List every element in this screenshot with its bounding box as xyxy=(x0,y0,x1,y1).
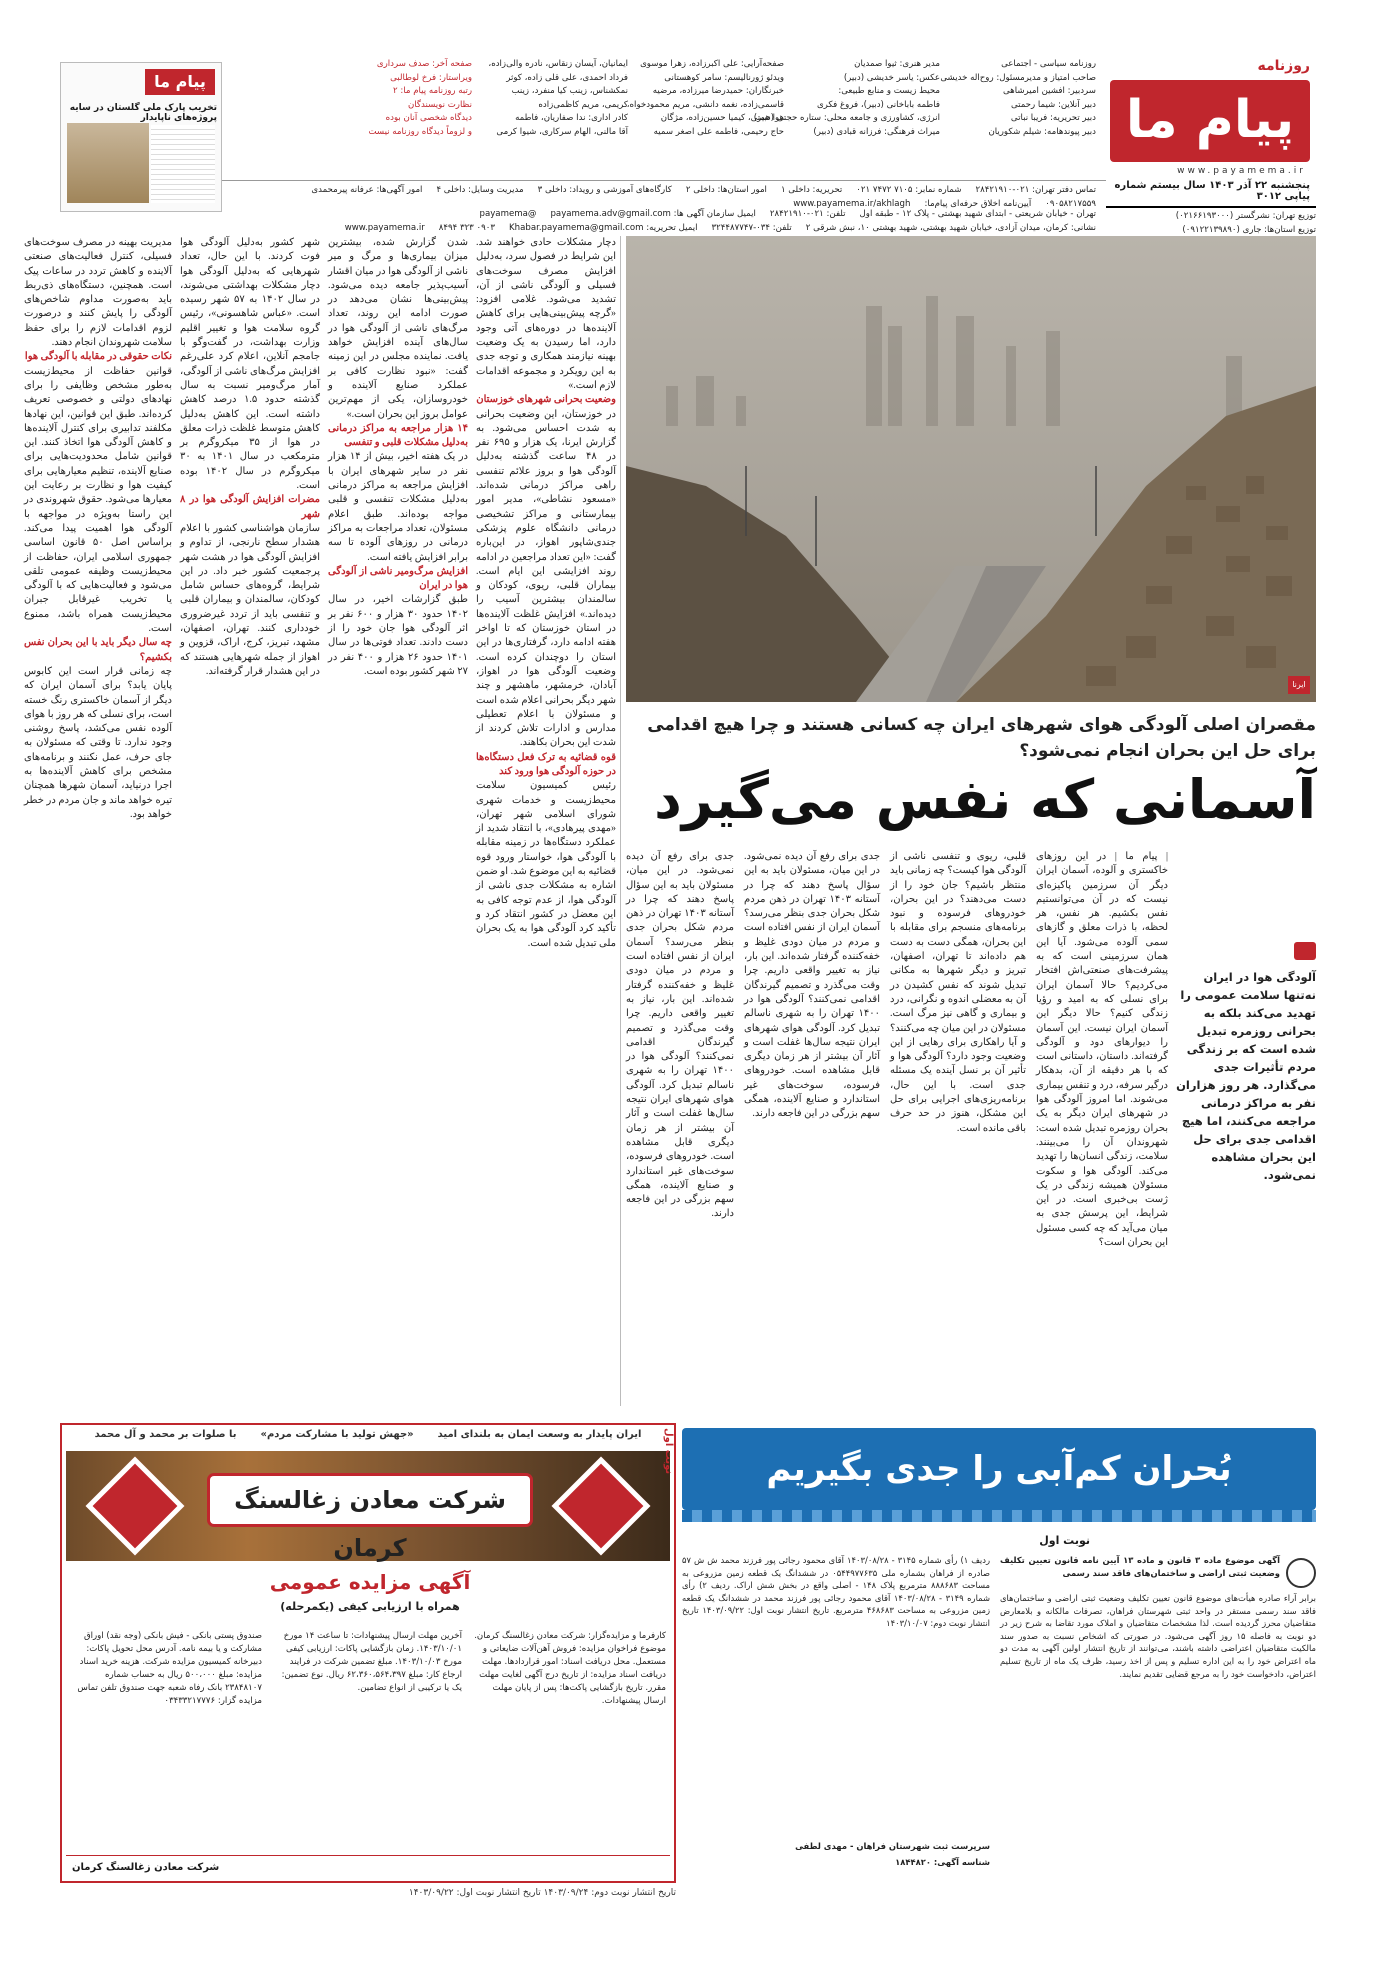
masthead-line-0: ایمانیان، آیسان زنقاس، نادره والی‌زاده، xyxy=(488,59,628,69)
masthead-col-5 xyxy=(354,58,472,139)
masthead-line-4: انرژی، کشاورزی و جامعه محلی: ستاره حجتی (دبیر) xyxy=(753,113,940,123)
body-column-1 xyxy=(476,236,616,1400)
notice-heading: آگهی موضوع ماده ۳ قانون و ماده ۱۳ آیین نامه قانون تعیین تکلیف وضعیت ثبتی اراضی و ساختمان‌های فاقد سند رسمی xyxy=(1000,1555,1280,1578)
article-summary xyxy=(1176,968,1316,1182)
contact-item-5: مدیریت وسایل: داخلی ۴ xyxy=(436,185,524,195)
masthead-line-0: روزنامه سیاسی - اجتماعی xyxy=(1001,59,1096,69)
masthead-line-1: ویدئو ژورنالیسم: سامر کوهستانی xyxy=(664,72,784,83)
lead-text-2: قلبی، ریوی و تنفسی ناشی از آلودگی هوا کیست؟ چه زمانی باید منتظر باشیم؟ جان خود را از دست می‌دهند؟ در این بحران، خودروهای فرسوده و نبود برنامه‌های منسجم برای مقابله با این بحران، همگی دست به دست هم داده‌اند تا تهران، اصفهان، تبریز و دیگر شهرها به مکانی تبدیل شوند که نفس کشیدن در آن به معضلی اندوه و نگرانی، درد و بیماری و گاهی نیز مرگ است. مسئولان در این میان چه می‌کنند؟ و آیا راهکاری برای رهایی از این وضعیت وجود دارد؟ آلودگی هوا و تأثیر آن بر نسل آینده یک مسئله جدی است. با این حال، برنامه‌ریزی‌های اجرایی برای حل این مشکل، هنوز در حد حرف باقی مانده است. xyxy=(890,851,1026,1134)
website-url[interactable]: www.payamema.ir xyxy=(1177,166,1306,176)
masthead-line-4: کادر اداری: ندا صفاریان، فاطمه xyxy=(515,113,628,123)
col3-subhead-1: مضرات افزایش آلودگی هوا در ۸ شهر xyxy=(180,494,320,520)
contact-item-9[interactable]: www.payamema.ir/akhlagh xyxy=(793,198,911,209)
col3-para-1: شهر کشور به‌دلیل آلودگی هوا فوت کردند. با این حال، تعداد شهرهایی که به‌دلیل آلودگی هوا دچار مشکلات بهداشتی می‌شوند، در سال ۱۴۰۲ به ۵۷ شهر رسیده است. «عباس شاهسونی»، رئیس گروه سلامت هوا و تغییر اقلیم وزارت بهداشت، در گفت‌وگو با جامجم آنلاین، اعلام کرد علی‌رغم افزایش مرگ‌های ناشی از آلودگی، آمار مرگ‌ومیر نسبت به سال گذشته حدود ۱.۵ درصد کاهش داشته است. این کاهش به‌دلیل کاهش متوسط غلظت ذرات معلق در هوا از ۳۵ میکروگرم بر مترمکعب در سال ۱۴۰۱ به ۳۰ میکروگرم در سال ۱۴۰۲ بوده است. xyxy=(180,237,321,492)
contact-item-6: امور آگهی‌ها: عرفانه پیرمحمدی xyxy=(311,185,423,195)
article-headline[interactable]: آسمانی که نفس می‌گیرد xyxy=(654,768,1316,831)
banner-wave-strip xyxy=(682,1510,1316,1522)
masthead-col-4 xyxy=(478,58,628,139)
notice-code: شناسه آگهی: ۱۸۴۴۸۲۰ xyxy=(895,1857,990,1867)
contact-item-2[interactable]: ایمیل تحریریه: Khabar.payamema@gmail.com xyxy=(509,223,698,233)
body-column-2 xyxy=(328,236,468,1400)
masthead-line-4: دبیر تحریریه: فریبا نباتی xyxy=(1010,113,1096,123)
mini-logo: پیام ما xyxy=(145,69,215,95)
ad-subtitle: همراه با ارزیابی کیفی (یکمرحله) xyxy=(280,1600,460,1613)
col2-subhead-1: ۱۴ هزار مراجعه به مراکز درمانی به‌دلیل مشکلات قلبی و تنفسی xyxy=(328,422,468,449)
masthead-line-3: فاطمه باباخانی (دبیر)، فروغ فکری xyxy=(816,99,940,110)
ad-details-middle: آخرین مهلت ارسال پیشنهادات: تا ساعت ۱۴ مورخ ۱۴۰۳/۱۰/۰۱. زمان بازگشایی پاکات: ارزیابی کیفی مورخ ۱۴۰۳/۱۰/۰۳. مبلغ تضمین شرکت در فرایند ارجاع کار: مبلغ ۶۲،۳۶۰،۵۶۴،۳۹۷ ریال. نوع تضمین: یک یا ترکیبی از انواع تضامین. xyxy=(281,1631,462,1693)
ad-footer-company: شرکت معادن زغالسنگ کرمان xyxy=(66,1855,670,1879)
body-column-4 xyxy=(24,236,172,1400)
masthead-line-2: خبرنگاران: حمیدرضا میرزاده، مرضیه xyxy=(652,86,784,96)
ad-details-left: صندوق پستی بانکی - فیش بانکی (وجه نقد) اوراق مشارکت و یا بیمه نامه. آدرس محل تحویل پاکات: دبیرخانه کمیسیون مزایده شرکت. هزینه خرید اسناد مزایده: مبلغ ۵۰۰،۰۰۰ ریال به حساب شماره ۲۳۸۴۸۱۰۷ بانک رفاه شعبه جهت صندوق تلفن تماس مزایده گزار: ۰۳۴۳۳۲۱۷۷۷۶ xyxy=(77,1631,262,1706)
contact-item-0: نشانی: کرمان، میدان آزادی، خیابان شهید بهشتی، شهید بهشتی ۱۰، نبش شرقی ۲ xyxy=(805,223,1096,233)
contact-item-2[interactable]: ایمیل سازمان آگهی ها: payamema.adv@gmail.com xyxy=(550,209,756,219)
contact-item-0: تماس دفتر تهران: ۰۲۱-۲۸۴۲۱۹۱۰ xyxy=(975,185,1096,195)
masthead-line-1: فرداد احمدی، علی قلی زاده، کوثر xyxy=(506,72,628,83)
contact-row-1 xyxy=(276,184,1096,211)
contact-item-1: تلفن: ۰۲۱-۲۸۴۲۱۹۱۰ xyxy=(769,209,846,219)
contact-item-1: شماره نمابر: ۷۱۰۵ ۷۴۷۲ ۰۲۱ xyxy=(856,185,962,195)
col1-subhead-1: وضعیت بحرانی شهرهای خوزستان xyxy=(476,394,616,406)
contact-row-2 xyxy=(276,208,1096,222)
contact-item-3[interactable]: @payamema xyxy=(479,209,537,219)
masthead xyxy=(60,50,1316,235)
lead-text-4: جدی برای رفع آن دیده نمی‌شود. در این میان، مسئولان باید به این سؤال پاسخ دهند که چرا در آستانه ۱۴۰۳ تهران در ذهن مردم شکل بحران جدی بنظر می‌رسد؟ آسمان ایران از نفس افتاده است و مردم در میان دودی غلیظ و خفه‌کننده گرفتار شده‌اند. این بار، نیاز به تغییر واقعی داریم. چرا وقت می‌گذرد و تصمیم گیرندگان اقدامی نمی‌کنند؟ آلودگی هوا در ۱۴۰۰ تهران را به شهری ناسالم تبدیل کرد. آلودگی هوای شهرهای ایران نتیجه سال‌ها غفلت است و آثار آن بیشتر از هر زمان دیگری قابل مشاهده است. خودروهای فرسوده، سوخت‌های غیر استاندارد و صنایع آلاینده، همگی سهم بزرگی در این فاجعه دارند. xyxy=(626,851,735,1220)
masthead-line-0: مدیر هنری: ثیوا صمدیان xyxy=(854,59,940,69)
ad-slogan-row xyxy=(60,1423,676,1447)
col2-para-2: در یک هفته اخیر، بیش از ۱۴ هزار نفر در سایر شهرهای ایران با افزایش مراجعه به مراکز درمانی به‌دلیل مشکلات تنفسی و قلبی مواجه بوده‌اند. طبق اعلام مسئولان، تعداد مراجعات به مراکز درمانی در روزهای آلوده تا سه برابر افزایش یافته است. xyxy=(328,451,469,563)
contact-item-4: کارگاه‌های آموزشی و رویداد: داخلی ۳ xyxy=(537,185,672,195)
masthead-line-3: دبیر آنلاین: شیما رحمتی xyxy=(1010,99,1096,110)
col2-subhead-2: افزایش مرگ‌ومیر ناشی از آلودگی هوا در ایران xyxy=(328,565,468,592)
masthead-line-2: محیط زیست و منابع طبیعی: xyxy=(838,86,940,96)
lead-column-3 xyxy=(744,850,880,1410)
registry-seal-icon xyxy=(1286,1558,1316,1588)
ad-title: آگهی مزایده عمومی xyxy=(269,1570,471,1594)
masthead-line-5: و لزوماً دیدگاه روزنامه نیست xyxy=(368,126,472,137)
col4-para-2: قوانین حفاظت از محیط‌زیست به‌طور مشخص وظایفی را برای نهادهای دولتی و خصوصی تعریف کرده‌اند. طبق این قوانین، این نهادها مکلفند تدابیری برای کنترل آلاینده‌ها و کاهش آلودگی هوا اتخاذ کنند. این قوانین شامل محدودیت‌هایی برای صنایع آلاینده، تنظیم معیارهایی برای کیفیت هوا و نظارت بر رعایت این معیارها می‌شود. حقوق شهروندی در این راستا به‌ویژه در مواجهه با آلودگی هوا اهمیت پیدا می‌کند. براساس اصل ۵۰ قانون اساسی جمهوری اسلامی ایران، حفاظت از محیط‌زیست وظیفه عمومی تلقی می‌شود و فعالیت‌هایی که با آلودگی یا تخریب غیرقابل جبران محیط‌زیست همراه باشد، ممنوع است. xyxy=(24,365,172,635)
mini-text-lines xyxy=(151,125,215,203)
ad-slogan-0: ایران پایدار به وسعت ایمان به بلندای امید xyxy=(437,1429,642,1440)
masthead-line-5: میراث فرهنگی: فرزانه قبادی (دبیر) xyxy=(813,126,940,137)
brand-block xyxy=(1106,58,1316,208)
ad-slogan-2: با صلوات بر محمد و آل محمد xyxy=(94,1429,237,1440)
notice-round-label: نوبت اول xyxy=(1039,1534,1090,1547)
masthead-col-1 xyxy=(940,58,1096,139)
brand-small-label: روزنامه xyxy=(1257,58,1310,74)
notice-text-left: ردیف ۱) رأی شماره ۳۱۴۵ - ۱۴۰۳/۰۸/۲۸ آقای محمود رجائی پور فرزند محمد ش ش ۵۷ صادره از فراهان بشماره ملی ۰۵۴۴۹۷۷۶۳۵ در ششدانگ یک قطعه زمین مزروعی به مساحت ۸۸۸۶۸۳ مترمربع پلاک ۱۴۸ - اصلی واقع در بخش شش اراک. ردیف ۲) رأی شماره ۳۱۴۹ - ۱۴۰۳/۰۸/۲۸ آقای محمود رجائی پور فرزند محمد در ششدانگ یک قطعه زمین مزروعی به مساحت ۴۶۸۶۸۳ مترمربع. تاریخ انتشار نوبت اول: ۱۴۰۳/۰۹/۲۲ تاریخ انتشار نوبت دوم: ۱۴۰۳/۱۰/۰۷ xyxy=(682,1555,991,1628)
masthead-line-3: نظارت نویسندگان xyxy=(407,99,472,110)
masthead-line-2: نمکشناس، زینب کیا منفرد، زینب xyxy=(511,86,628,96)
masthead-line-2: رتبه روزنامه پیام ما: ۲ xyxy=(392,86,472,96)
masthead-line-5: دبیر پیوندهامه: شیلم شکوریان xyxy=(988,126,1096,137)
lead-column-2 xyxy=(890,850,1026,1410)
ad-details-right: کارفرما و مزایده‌گزار: شرکت معادن زغالسنگ کرمان. موضوع فراخوان مزایده: فروش آهن‌آلات ضایعاتی و مستعمل. محل دریافت اسناد: امور قراردادها. مهلت دریافت اسناد مزایده: از تاریخ درج آگهی لغایت مهلت مقرر. تاریخ بازگشایی پاکت‌ها: پس از پایان مهلت ارسال پیشنهادات. xyxy=(474,1631,666,1706)
masthead-col-2 xyxy=(753,58,940,139)
masthead-line-2: سردبیر: افشین امیرشاهی xyxy=(1003,86,1096,96)
contact-item-2: تحریریه: داخلی ۱ xyxy=(780,185,843,195)
lead-text-1: | پیام ما | در این روزهای خاکستری و آلوده، آسمان ایران دیگر آن سرزمین پاکیزه‌ای نیست که در آن می‌توانستیم نفس بکشیم. هر نفس، هر لحظه، با ذرات معلق و گازهای سمی آلوده می‌شود. آیا این همان سرزمینی است که به پیشرفت‌های صنعتی‌اش افتخار می‌کردیم؟ حالا آسمان ایران برای نسلی که به امید و رؤیا زندگی کنیم؟ حالا دیگر این آسمان ایران نیست. این آسمان را دیوارهای دود و آلودگی گرفته‌اند. داستان، داستانی است که با هر دقیقه از آن، بدهکار درگیر سرفه، درد و تنفس بیماری می‌شوند. اما امروز آلودگی هوا در شهرهای ایران دیگر به یک بحران روزمره تبدیل شده است: شهروندان آن را می‌بینند. سلامت، زندگی انسان‌ها را تهدید می‌کند. آلودگی هوا و سکوت مسئولان همیشه زندگی در یک ژست بی‌خبری است. در این شرایط، این پرسش جدی به میان می‌آید که چه کسی مسئول این بحران است؟ xyxy=(1036,851,1168,1249)
ad-slogan-1: «جهش تولید با مشارکت مردم» xyxy=(260,1429,414,1440)
lead-column-1 xyxy=(1036,850,1168,1410)
ad-company-name: شرکت معادن زغالسنگ کرمان xyxy=(210,1476,530,1524)
body-column-3 xyxy=(180,236,320,1400)
masthead-line-5: آقا مالنی، الهام سرکاری، شیوا کرمی xyxy=(496,126,628,137)
col2-para-1: شدن گزارش شده، بیشترین میزان بیماری‌ها و مرگ و میر ناشی از آلودگی هوا در میان اقشار آسیب‌پذیر جامعه دیده می‌شود. پیش‌بینی‌ها نشان می‌دهد در صورت ادامه این روند، تعداد مرگ‌های ناشی از آلودگی هوا در سال‌های آینده افزایش خواهد یافت. نماینده مجلس در این زمینه گفت: «نبود نظارت کافی بر عملکرد صنایع آلاینده و خودروسازان، یکی از مهم‌ترین عوامل بروز این بحران است.» xyxy=(328,237,468,420)
col1-subhead-2: قوه قضائیه به ترک فعل دستگاه‌ها در حوزه آلودگی هوا ورود کند xyxy=(476,751,616,777)
photo-credit: ایرنا xyxy=(1288,676,1310,694)
contact-item-0: تهران - خیابان شریعتی - ابتدای شهید بهشتی - پلاک ۱۲ - طبقه اول xyxy=(859,209,1096,219)
contact-item-3: امور استان‌ها: داخلی ۲ xyxy=(685,185,767,195)
contact-row-3 xyxy=(276,222,1096,236)
main-photo-smog-highway xyxy=(626,236,1316,702)
col4-para-3: چه زمانی قرار است این کابوس پایان یابد؟ برای آسمان ایران که دیگر از آسمان خاکستری رنگ خسته است، برای نسلی که هر روز با هوای آلوده نفس می‌کشد، پاسخ روشنی وجود ندارد. تا وقتی که مسئولان به جای حرف، عمل نکنند و برنامه‌های مشخص برای کاهش آلاینده‌ها به اجرا درنیاید، آسمان شهرها همچنان تیره خواهد ماند و جان مردم در خطر خواهد بود. xyxy=(24,665,172,820)
lead-text-3: جدی برای رفع آن دیده نمی‌شود. در این میان، مسئولان باید به این سؤال پاسخ دهند که چرا در آستانه ۱۴۰۳ تهران در ذهن مردم شکل بحران جدی بنظر می‌رسد؟ آسمان ایران از نفس افتاده است و مردم در میان دودی غلیظ و خفه‌کننده گرفتار شده‌اند. این بار، نیاز به تغییر واقعی داریم. چرا وقت می‌گذرد و تصمیم گیرندگان اقدامی نمی‌کنند؟ آلودگی هوا در ۱۴۰۰ تهران را به شهری ناسالم تبدیل کرد. آلودگی هوای شهرهای ایران نتیجه سال‌ها غفلت است و آثار آن بیشتر از هر زمان دیگری قابل مشاهده است. خودروهای فرسوده، سوخت‌های غیر استاندارد و صنایع آلاینده، همگی سهم بزرگی در این فاجعه دارند. xyxy=(744,851,880,1120)
col2-para-3: طبق گزارشات اخیر، در سال ۱۴۰۲ حدود ۳۰ هزار و ۶۰۰ نفر بر اثر آلودگی هوا جان خود را از دست دادند. تعداد فوتی‌ها در سال ۱۴۰۱ حدود ۲۶ هزار و ۴۰۰ نفر در ۲۷ شهر کشور بوده است. xyxy=(328,594,468,677)
masthead-line-0: صفحه آخر: صدف سرداری xyxy=(376,59,472,69)
notice-signature: سرپرست ثبت شهرستان فراهان - مهدی لطفی xyxy=(795,1841,990,1851)
newspaper-logo[interactable]: پیام ما xyxy=(1110,80,1310,162)
contact-item-7: ۰۹۰۵۸۲۱۷۵۵۹ xyxy=(1045,198,1096,209)
masthead-line-4: هوا همتی، کیمیا حسین‌زاده، مژگان xyxy=(660,113,784,123)
masthead-col-3 xyxy=(626,58,784,139)
col4-subhead-1: نکات حقوقی در مقابله با آلودگی هوا xyxy=(24,351,172,363)
lead-column-4 xyxy=(626,850,734,1410)
col1-para-2: در خوزستان، این وضعیت بحرانی به شدت احساس می‌شود. به گزارش ایرنا، یک هزار و ۶۹۵ نفر در ۴۸ ساعت گذشته به‌دلیل آلودگی هوا و بروز علائم تنفسی راهی مراکز درمانی شده‌اند. «مسعود نشاطی»، مدیر امور بیمارستانی و مراکز تشخیصی درمانی دانشگاه علوم پزشکی جندی‌شاپور اهواز، در این‌باره گفت: «این تعداد مراجعین در ادامه روند افزایشی این ایام است. بیماران قلبی، ریوی، کودکان و سالمندان بیشترین آسیب را دیده‌اند.» افزایش غلظت آلاینده‌ها در استان خوزستان که تا اواخر هفته ادامه دارد، گرفتاری‌ها در این استان را دوچندان کرده است. وضعیت آلودگی هوا در اهواز، آبادان، خرمشهر، ماهشهر و چند شهر دیگر بحرانی اعلام شده است و مسئولان با اعلام تعطیلی مدارس و ادارات تلاش کردند از شدت این بحران بکاهند. xyxy=(476,408,616,749)
contact-item-1: تلفن: ۰۳۴-۳۲۴۴۸۷۷۴۷ xyxy=(711,223,792,233)
column-divider xyxy=(620,236,621,1406)
masthead-line-4: دیدگاه شخصی آنان بوده xyxy=(385,113,472,123)
masthead-line-1: ویراستار: فرخ لوطالبی xyxy=(390,72,472,83)
mini-headline: تخریب پارک ملی گلستان در سایه پروژه‌های ناپایدار xyxy=(69,103,217,123)
ad-publish-dates: تاریخ انتشار نوبت دوم: ۱۴۰۳/۰۹/۲۴ تاریخ انتشار نوبت اول: ۱۴۰۳/۰۹/۲۲ xyxy=(408,1888,676,1898)
contact-item-3: ۰۹۰۳ ۳۲۳ ۸۴۹۴ xyxy=(438,223,496,233)
contact-item-8: آیین‌نامه اخلاق حرفه‌ای پیام‌ما: xyxy=(924,198,1032,209)
contact-item-4[interactable]: www.payamema.ir xyxy=(344,223,425,233)
masthead-line-3: کریمی، مریم کاظمی‌زاده xyxy=(538,99,628,110)
article-subtitle: مقصران اصلی آلودگی هوای شهرهای ایران چه کسانی هستند و چرا هیچ اقدامی برای حل این بحران انجام نمی‌شود؟ xyxy=(647,715,1316,761)
masthead-line-1: عکس: یاسر خدیشی (دبیر) xyxy=(843,72,940,83)
col4-subhead-2: چه سال دیگر باید با این بحران نفس بکشیم؟ xyxy=(24,637,172,663)
notice-text-right: برابر آراء صادره هیأت‌های موضوع قانون تعیین تکلیف وضعیت ثبتی اراضی و ساختمان‌های فاقد سند رسمی مستقر در واحد ثبتی شهرستان فراهان، تصرفات مالکانه و بلامعارض متقاضیان محرز گردیده است. لذا مشخصات متقاضیان و املاک مورد تقاضا به شرح زیر در دو نوبت به فاصله ۱۵ روز آگهی می‌شود. در صورتی که اشخاص نسبت به صدور سند مالکیت متقاضیان اعتراضی داشته باشند، می‌توانند از تاریخ انتشار اولین آگهی به مدت دو ماه اعتراض خود را به این اداره تسلیم و پس از اخذ رسید، ظرف یک ماه از تاریخ تسلیم اعتراض، دادخواست خود را به مرجع قضایی تقدیم نمایند. xyxy=(1000,1593,1316,1679)
distribution-line-0: توزیع تهران: نشرگستر (۰۲۱۶۶۱۹۳۰۰۰) xyxy=(1175,211,1316,221)
col4-para-1: مدیریت بهینه در مصرف سوخت‌های فسیلی، کنترل فعالیت‌های صنعتی آلاینده و کاهش تردد در ساعات پیک است. همچنین، دستگاه‌های ذی‌ربط باید به‌صورت مداوم شاخص‌های آلودگی را پایش کنند و درصورت لزوم اقدامات لازم را برای حفظ سلامت شهروندان انجام دهند. xyxy=(24,237,172,349)
previous-issue-thumbnail[interactable] xyxy=(60,62,222,212)
col1-para-1: دچار مشکلات حادی خواهند شد. این شرایط در فصول سرد، به‌دلیل افزایش مصرف سوخت‌های فسیلی و آلودگی ناشی از آن، تشدید می‌شود. غلامی افزود: «گرچه پیش‌بینی‌هایی برای کاهش آلاینده‌ها در دوره‌های آتی وجود دارد، اما رسیدن به یک وضعیت بهینه نیازمند همکاری و توجه جدی به این رویکرد و مجموعه اقدامات لازم است.» xyxy=(476,237,616,391)
masthead-line-1: صاحب امتیاز و مدیرمسئول: روح‌اله خدیشی xyxy=(940,72,1096,83)
mini-photo xyxy=(67,123,149,203)
issue-info: پنجشنبه ۲۲ آذر ۱۴۰۳ سال بیستم شماره پیاپی ۳۰۱۲ xyxy=(1114,180,1310,202)
distribution-line-1: توزیع استان‌ها: جاری (۰۹۱۲۲۱۳۹۸۹۰) xyxy=(1182,224,1316,235)
masthead-line-3: قاسمی‌زاده، نغمه دانشی، مریم محمودخواه، xyxy=(626,99,784,110)
ad-round-label: نوبت اول xyxy=(663,1428,674,1475)
col1-para-3: رئیس کمیسیون سلامت محیط‌زیست و خدمات شهری شورای اسلامی شهر تهران، «مهدی پیرهادی»، با انتقاد شدید از عملکرد دستگاه‌ها در زمینه مقابله با آلودگی هوا، خواستار ورود قوه قضائیه به این موضوع شد. او ضمن اشاره به مشکلات جدی ناشی از آلودگی هوا، از عدم توجه کافی به این معضل در کشور انتقاد کرد و تأکید کرد آلودگی هوا به یک بحران ملی تبدیل شده است. xyxy=(476,780,616,949)
masthead-line-0: صفحه‌آرایی: علی اکبرزاده، زهرا موسوی xyxy=(640,59,784,69)
water-crisis-banner[interactable]: بُحران کم‌آبی را جدی بگیریم xyxy=(682,1428,1316,1510)
quote-icon xyxy=(1294,942,1316,960)
col3-para-2: سازمان هواشناسی کشور با اعلام هشدار سطح نارنجی، از تداوم و افزایش آلودگی هوا در هشت شهر پرجمعیت کشور خبر داد. در این شرایط، گروه‌های حساس شامل کودکان، سالمندان و بیماران قلبی و تنفسی باید از تردد غیرضروری خودداری کنند. تهران، اصفهان، مشهد، تبریز، کرج، اراک، قزوین و اهواز از جمله شهرهایی هستند که در این هشدار قرار گرفته‌اند. xyxy=(180,522,320,677)
masthead-line-5: حاج رحیمی، فاطمه علی اصغر سمیه xyxy=(653,126,784,137)
summary-text: آلودگی هوا در ایران نه‌تنها سلامت عمومی را تهدید می‌کند بلکه به بحرانی روزمره تبدیل شده است که بر زندگی مردم تأثیرات جدی می‌گذارد. هر روز هزاران نفر به مراکز درمانی مراجعه می‌کنند، اما هیچ اقدامی جدی برای حل این بحران مشاهده نمی‌شود. xyxy=(1176,970,1316,1182)
